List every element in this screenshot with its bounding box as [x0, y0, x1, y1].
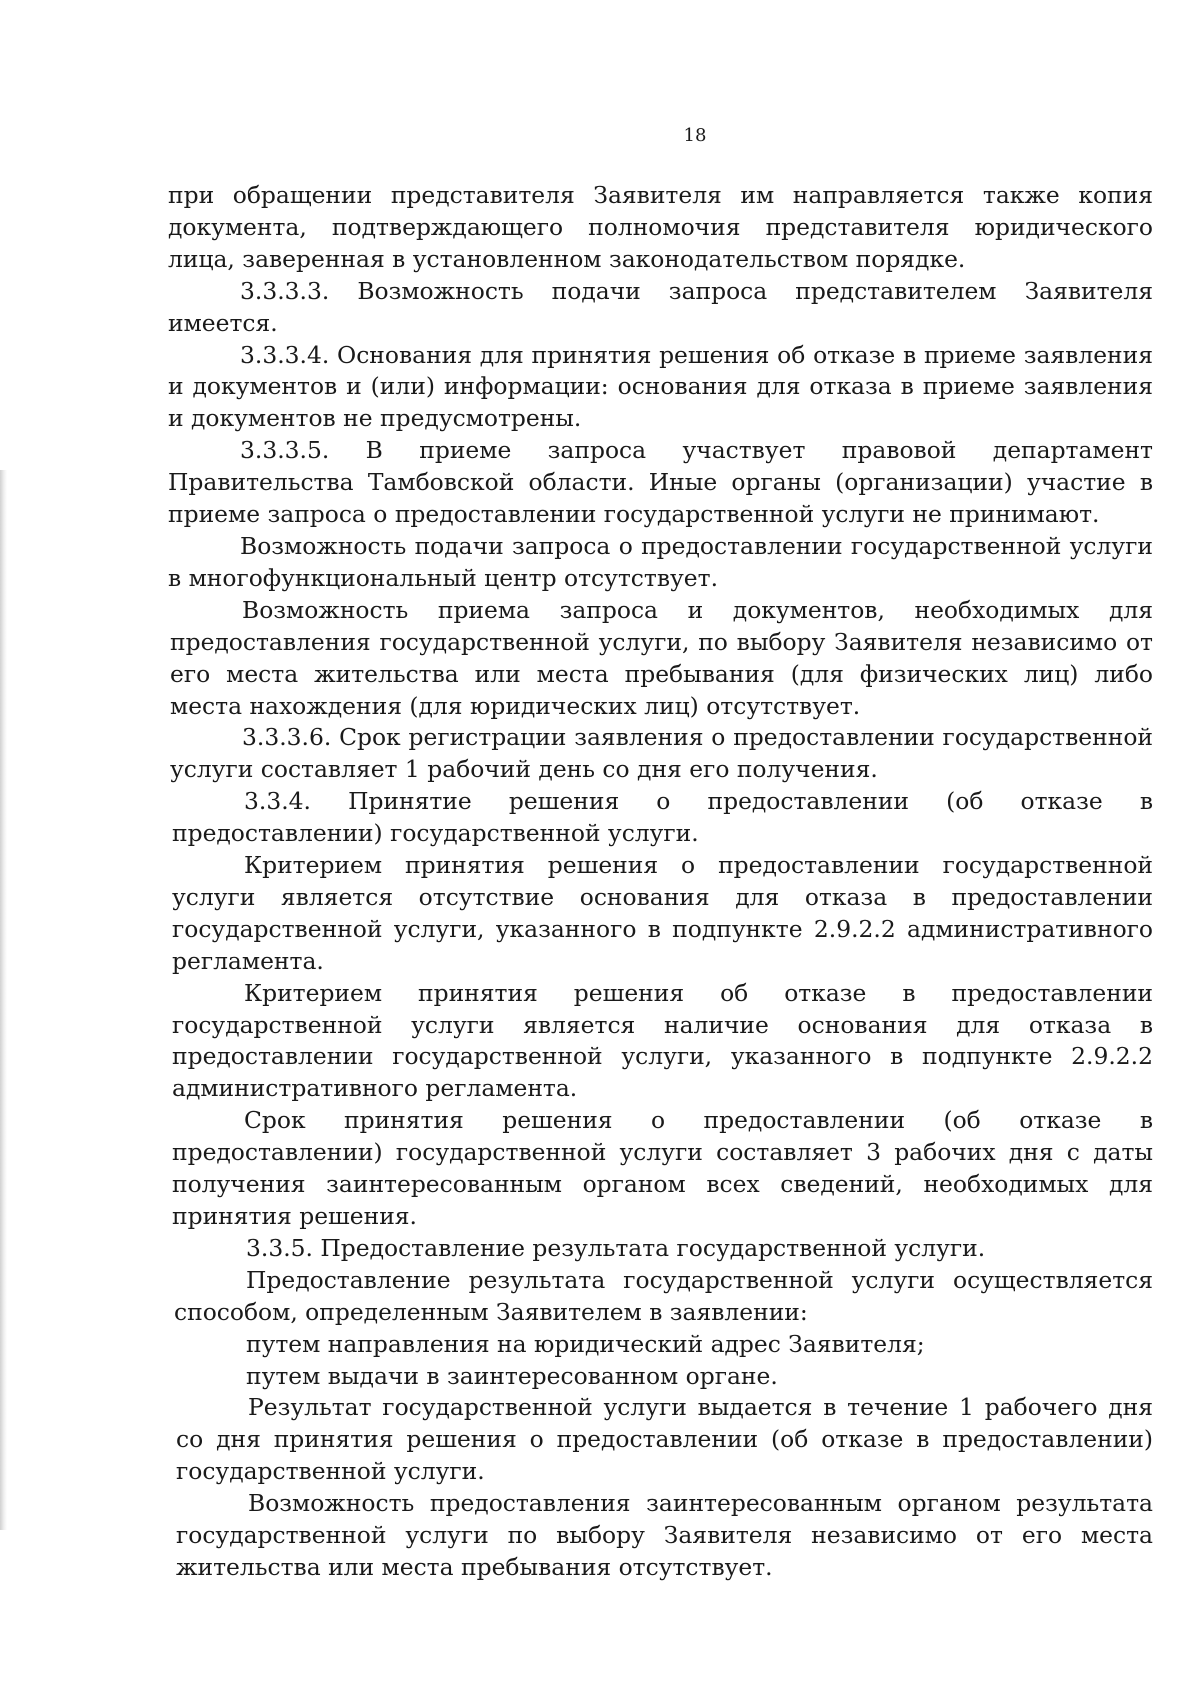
paragraph-result-issue-term: Результат государственной услуги выдается в течение 1 рабочего дня со дня принятия решения о предоставлении (об отказе в предоставлении) государственной услуги.	[176, 1393, 1153, 1486]
paragraph-representative-copy: при обращении представителя Заявителя им направляется также копия документа, подтверждающего полномочия представителя юридического лица, заверенная в установленном законодательством порядке.	[168, 181, 1153, 273]
paragraph-result-method: Предоставление результата государственной услуги осуществляется способом, определенным Заявителем в заявлении:	[174, 1265, 1153, 1326]
paragraph-extraterritorial: Возможность приема запроса и документов, необходимых для предоставления государственной услуги, по выбору Заявителя независимо от его места жительства или места пребывания (для физических лиц) либо места нахождения (для юридических лиц) отсутствует.	[170, 595, 1153, 720]
paragraph-3-3-5: 3.3.5. Предоставление результата государственной услуги.	[246, 1233, 986, 1262]
paragraph-method-issue: путем выдачи в заинтересованном органе.	[246, 1361, 778, 1390]
paragraph-decision-term: Срок принятия решения о предоставлении (об отказе в предоставлении) государственной услуги составляет 3 рабочих дня с даты получения заинтересованным органом всех сведений, необходимых для принятия решения.	[172, 1106, 1153, 1230]
paragraph-3-3-3-5: 3.3.3.5. В приеме запроса участвует правовой департамент Правительства Тамбовской области. Иные органы (организации) участие в приеме запроса о предоставлении государственной услуги не принимают.	[168, 436, 1153, 529]
document-body	[168, 180, 1153, 1584]
page-number: 18	[683, 125, 707, 146]
paragraph-3-3-3-6: 3.3.3.6. Срок регистрации заявления о предоставлении государственной услуги составляет 1 рабочий день со дня его получения.	[170, 723, 1153, 784]
paragraph-3-3-3-4: 3.3.3.4. Основания для принятия решения об отказе в приеме заявления и документов и (или) информации: основания для отказа в приеме заявления и документов не предусмотрены.	[168, 340, 1153, 433]
paragraph-grant-criterion: Критерием принятия решения о предоставлении государственной услуги является отсутствие основания для отказа в предоставлении государственной услуги, указанного в подпункте 2.9.2.2 административного регламента.	[172, 851, 1153, 975]
scan-shadow-edge	[0, 470, 7, 1530]
paragraph-result-extraterritorial: Возможность предоставления заинтересованным органом результата государственной услуги по выбору Заявителя независимо от его места жительства или места пребывания отсутствует.	[176, 1489, 1153, 1581]
paragraph-refusal-criterion: Критерием принятия решения об отказе в предоставлении государственной услуги является наличие основания для отказа в предоставлении государственной услуги, указанного в подпункте 2.9.2.2 административного регламента.	[172, 978, 1153, 1103]
paragraph-mfc-request: Возможность подачи запроса о предоставлении государственной услуги в многофункциональный центр отсутствует.	[168, 531, 1153, 592]
paragraph-3-3-4: 3.3.4. Принятие решения о предоставлении (об отказе в предоставлении) государственной услуги.	[172, 787, 1153, 848]
paragraph-3-3-3-3: 3.3.3.3. Возможность подачи запроса представителем Заявителя имеется.	[168, 276, 1153, 337]
paragraph-method-address: путем направления на юридический адрес Заявителя;	[246, 1329, 925, 1358]
